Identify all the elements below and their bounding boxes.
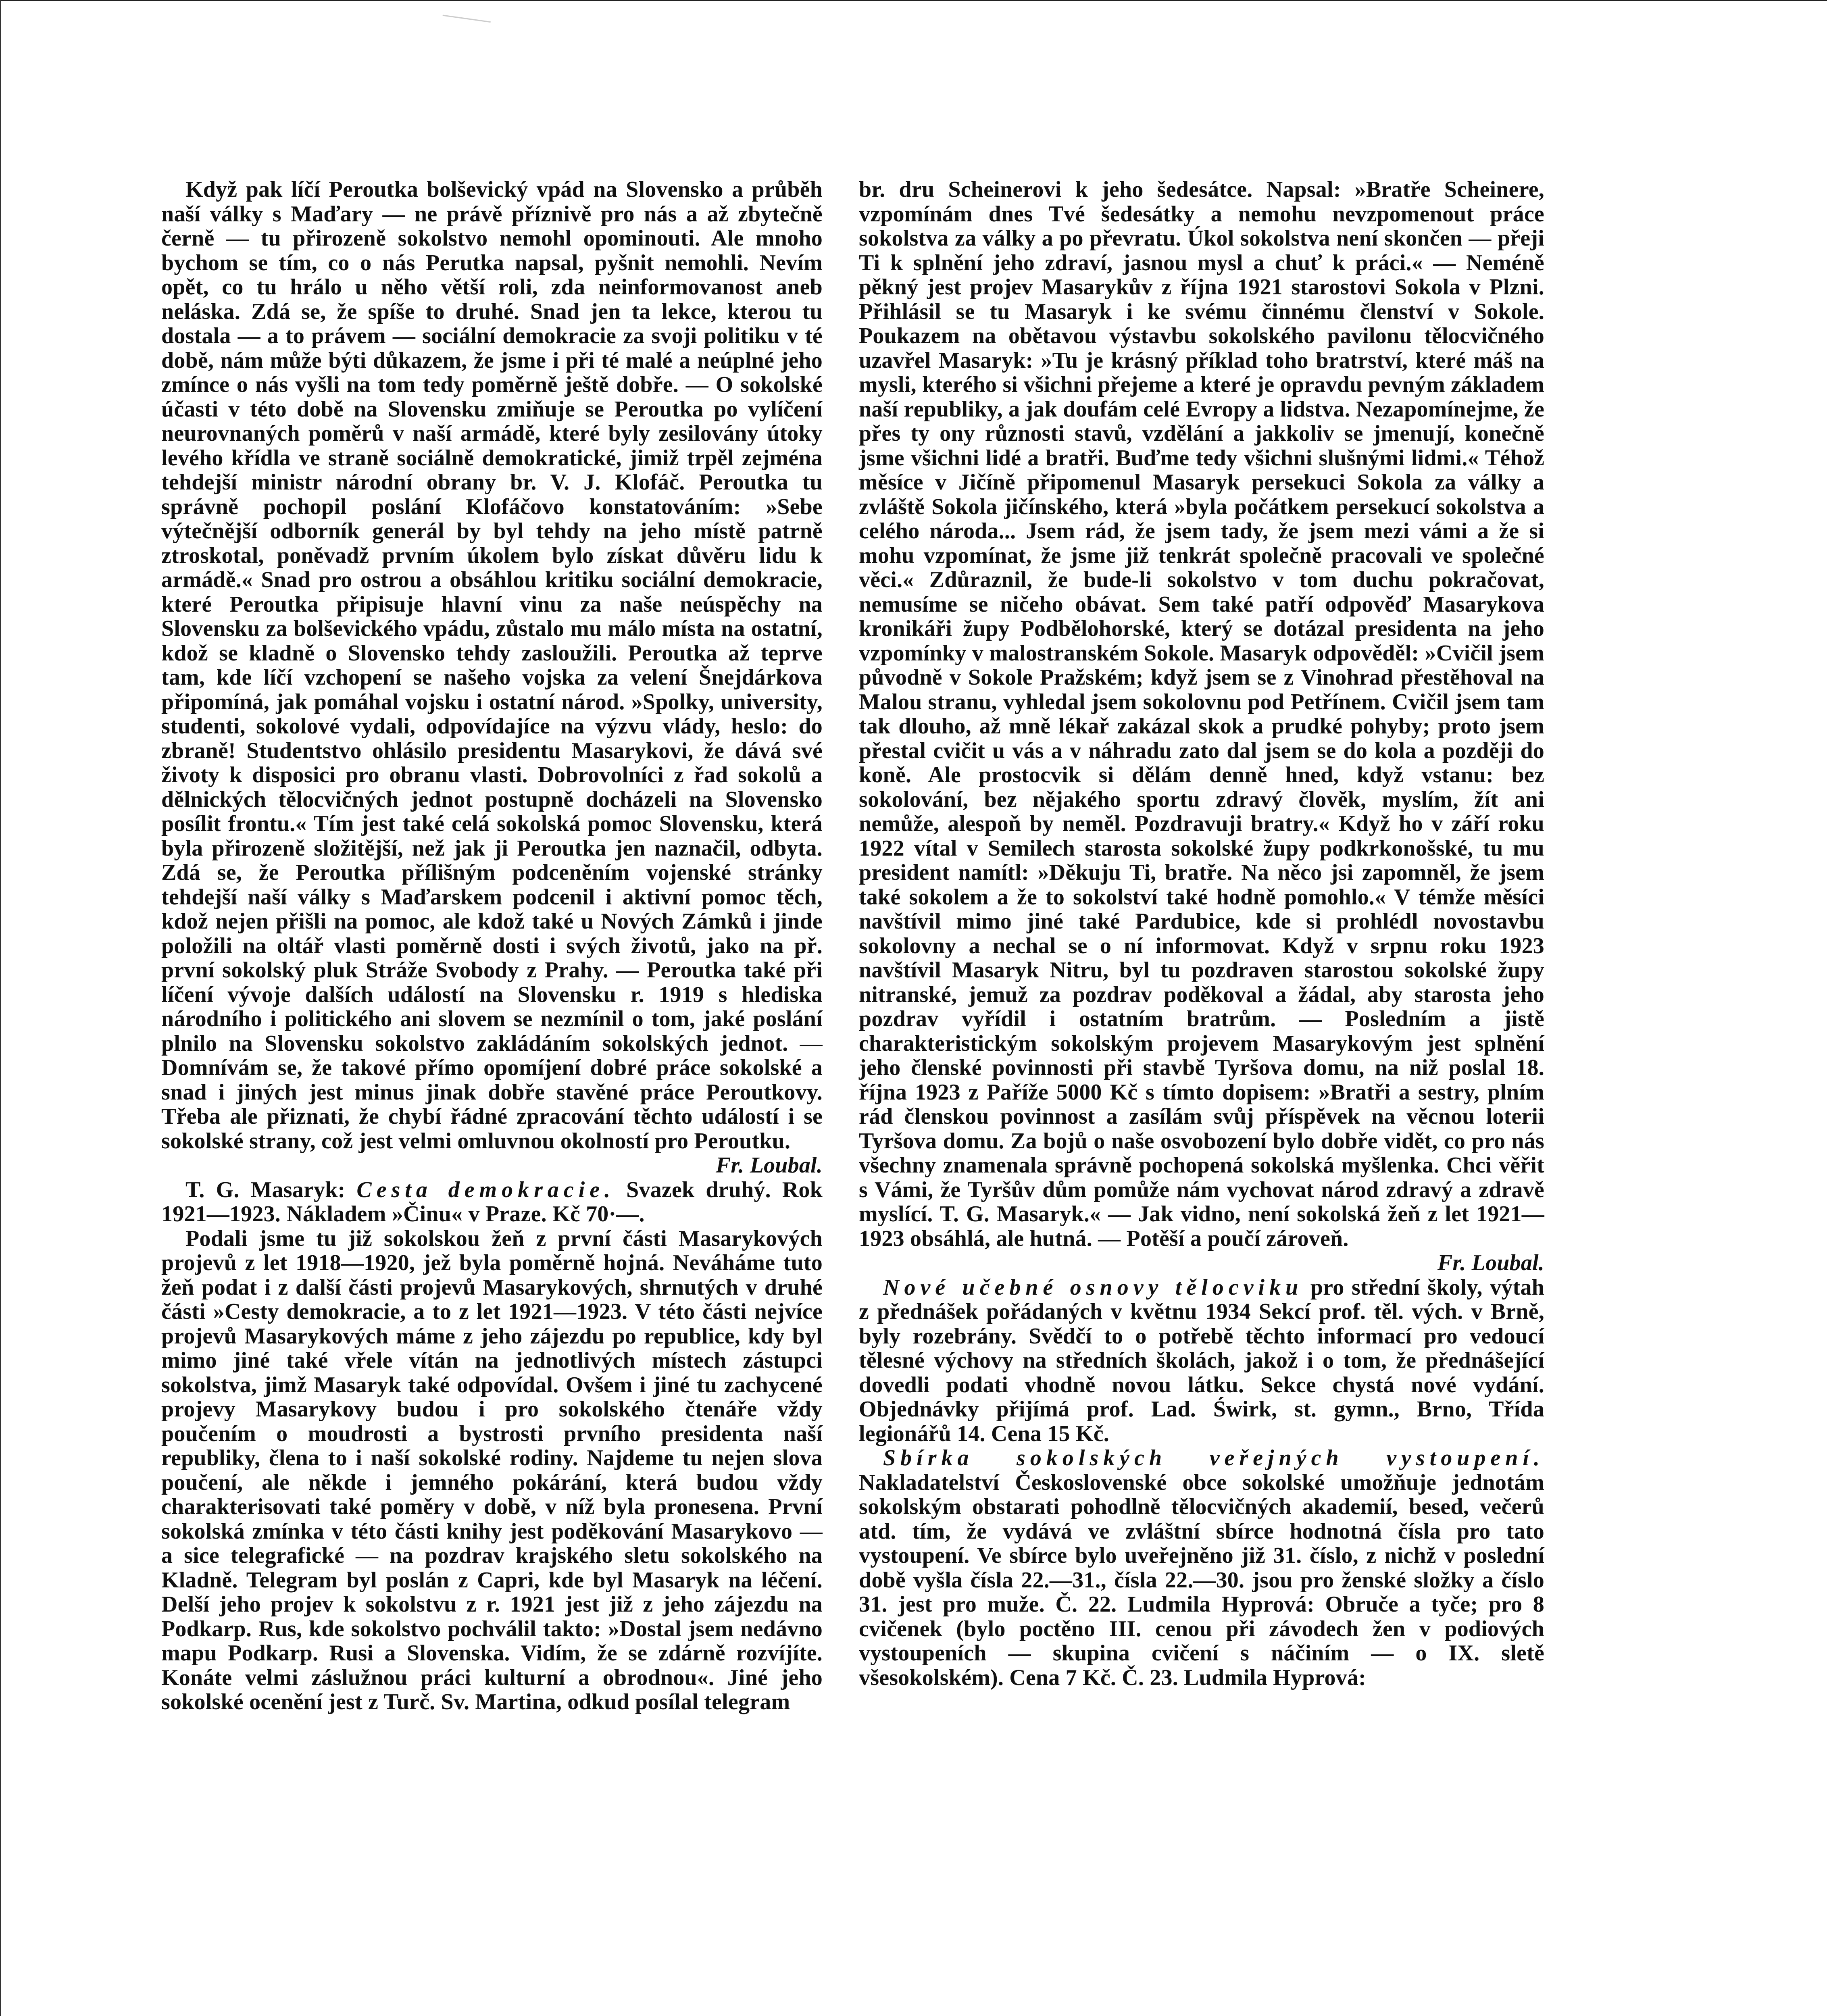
left-paragraph-peroutka: Když pak líčí Peroutka bolševický vpád na Slovensko a průběh naší války s Maďary — ne právě příznivě pro nás a až zbytečně černě — tu přirozeně sokolstvo nemohl opominouti. Ale mnoho bychom se tím, co o nás Perutka napsal, pyšnit nemohli. Nevím opět, co tu hrálo u něho větší roli, zda neinformovanost aneb neláska. Zdá se, že spíše to druhé. Snad jen ta lekce, kterou tu dostala — a to právem — sociální demokracie za svoji politiku v té době, nám může býti důkazem, že jsme i při té malé a neúplné jeho zmínce o nás vyšli na tom tedy poměrně ještě dobře. — O sokolské účasti v této době na Slovensku zmiňuje se Peroutka po vylíčení neurovnaných poměrů v naší armádě, které byly zesilovány útoky levého křídla ve straně sociálně demokratické, jimiž trpěl zejména tehdejší ministr národní obrany br. V. J. Klofáč. Peroutka tu správně pochopil poslání Klofáčovo konstatováním: »Sebe výtečnější odborník generál by byl tehdy na jeho místě patrně ztroskotal, poněvadž prvním úkolem bylo získat důvěru lidu k armádě.« Snad pro ostrou a obsáhlou kritiku sociální demokracie, které Peroutka připisuje hlavní vinu za naše neúspěchy na Slovensku za bolševického vpádu, zůstalo mu málo místa na ostatní, kdož se kladně o Slovensko tehdy zasloužili. Peroutka až teprve tam, kde líčí vzchopení se našeho vojska za velení Šnejdárkova připomíná, jak pomáhal vojsku i ostatní národ. »Spolky, university, studenti, sokolové vydali, odpovídajíce na výzvu vlády, heslo: do zbraně! Studentstvo ohlásilo presidentu Masarykovi, že dává své životy k disposici pro obranu vlasti. Dobrovolníci z řad sokolů a dělnických tělocvičných jednot postupně docházeli na Slovensko posílit frontu.« Tím jest také celá sokolská pomoc Slovensku, která byla přirozeně složitější, než jak ji Peroutka jen naznačil, odbyta. Zdá se, že Peroutka přílišným podceněním vojenské stránky tehdejší naší války s Maďarskem podcenil i aktivní pomoc těch, kdož nejen přišli na pomoc, ale kdož také u Nových Zámků i jinde položili na oltář vlasti poměrně dosti i svých životů, jako na př. první sokolský pluk Stráže Svobody z Prahy. — Peroutka také při líčení vývoje dalších událostí na Slovensku r. 1919 s hlediska národního i politického ani slovem se nezmínil o tom, jaké poslání plnilo na Slovensku sokolstvo zakládáním sokolských jednot. — Domnívám se, že takové přímo opomíjení dobré práce sokolské a snad i jiných jest minus jinak dobře stavěné práce Peroutkovy. Třeba ale přiznati, že chybí řádné zpracování těchto událostí i se sokolské strany, což jest velmi omluvnou okolností pro Peroutku. bbox=[161, 177, 823, 1154]
review-author: T. G. Masaryk: bbox=[185, 1177, 357, 1202]
review-heading bbox=[161, 1178, 823, 1227]
scan-edge-left bbox=[0, 0, 1, 2016]
review-book-title: Cesta demokracie. bbox=[356, 1177, 615, 1202]
left-signature: Fr. Loubal. bbox=[715, 1153, 823, 1178]
notice-sbirka bbox=[859, 1446, 1544, 1690]
scan-edge-top bbox=[0, 0, 1827, 1]
left-column bbox=[161, 177, 823, 1714]
notice-sbirka-title: Sbírka sokolských veřejných vystoupení. bbox=[883, 1445, 1544, 1470]
review-publication-info: Svazek druhý. Rok 1921—1923. Nákladem »Činu« v Praze. Kč 70·—. bbox=[161, 1177, 823, 1227]
notice-ucebne-osnovy-title: Nové učebné osnovy tělocviku bbox=[883, 1275, 1303, 1300]
notice-ucebne-osnovy bbox=[859, 1275, 1544, 1446]
left-paragraph-masaryk-projevy: Podali jsme tu již sokolskou žeň z první části Masarykových projevů z let 1918—1920, jež byla poměrně hojná. Neváháme tuto žeň podat i z další části projevů Masarykových, shrnutých v druhé části »Cesty demokracie, a to z let 1921—1923. V této části nejvíce projevů Masarykových máme z jeho zájezdu po republice, kdy byl mimo jiné také vřele vítán na jednotlivých místech zástupci sokolstva, jimž Masaryk také odpovídal. Ovšem i jiné tu zachycené projevy Masarykovy budou i pro sokolského čtenáře vždy poučením o moudrosti a bystrosti prvního presidenta naší republiky, člena to i naší sokolské rodiny. Najdeme tu nejen slova poučení, ale někde i jemného pokárání, která budou vždy charakterisovati také poměry v době, v níž byla pronesena. První sokolská zmínka v této části knihy jest poděkování Masarykovo — a sice telegrafické — na pozdrav krajského sletu sokolského na Kladně. Telegram byl poslán z Capri, kde byl Masaryk na léčení. Delší jeho projev k sokolstvu z r. 1921 jest již z jeho zájezdu na Podkarp. Rus, kde sokolstvo pochválil takto: »Dostal jsem nedávno mapu Podkarp. Rusi a Slovenska. Vidím, že se zdárně rozvíjíte. Konáte velmi záslužnou práci kulturní a obrodnou«. Jiné jeho sokolské ocenění jest z Turč. Sv. Martina, odkud posílal telegram bbox=[161, 1226, 823, 1714]
notice-sbirka-text: Nakladatelství Československé obce sokolské umožňuje jednotám sokolským obstarati pohodlně tělocvičných akademií, besed, večerů atd. tím, že vydává ve zvláštní sbírce hodnotná čísla pro tato vystoupení. Ve sbírce bylo uveřejněno již 31. číslo, z nichž v poslední době vyšla čísla 22.—31., čísla 22.—30. jsou pro ženské složky a číslo 31. jest pro muže. Č. 22. Ludmila Hyprová: Obruče a tyče; pro 8 cvičenek (bylo poctěno III. cenou při závodech žen v podiových vystoupeních — skupina cvičení s náčiním — o IX. sletě všesokolském). Cena 7 Kč. Č. 23. Ludmila Hyprová: bbox=[859, 1470, 1544, 1690]
notice-ucebne-osnovy-text: pro střední školy, výtah z přednášek pořádaných v květnu 1934 Sekcí prof. těl. vých. v Brně, byly rozebrány. Svědčí to o potřebě těchto informací pro vedoucí tělesné výchovy na středních školách, jakož i o tom, že přednášející dovedli podati vhodně novou látku. Sekce chystá nové vydání. Objednávky přijímá prof. Lad. Świrk, st. gymn., Brno, Třída legionářů 14. Cena 15 Kč. bbox=[859, 1275, 1545, 1446]
right-paragraph-continuation: br. dru Scheinerovi k jeho šedesátce. Napsal: »Bratře Scheinere, vzpomínám dnes Tvé šedesátky a nemohu nevzpomenout práce sokolstva za války a po převratu. Úkol sokolstva není skončen — přeji Ti k splnění jeho zdraví, jasnou mysl a chuť k práci.« — Neméně pěkný jest projev Masarykův z října 1921 starostovi Sokola v Plzni. Přihlásil se tu Masaryk i ke svému činnému členství v Sokole. Poukazem na obětavou výstavbu sokolského pavilonu tělocvičného uzavřel Masaryk: »Tu je krásný příklad toho bratrství, které máš na mysli, kterého si všichni přejeme a které je opravdu pevným základem naší republiky, a jak doufám celé Evropy a lidstva. Nezapomínejme, že přes ty ony různosti stavů, vzdělání a jakkoliv se jmenují, konečně jsme všichni lidé a bratři. Buďme tedy všichni slušnými lidmi.« Téhož měsíce v Jičíně připomenul Masaryk persekuci Sokola za války a zvláště Sokola jičínského, která »byla počátkem persekucí sokolstva a celého národa... Jsem rád, že jsem tady, že jsem mezi vámi a že si mohu vzpomínat, že jsme již tenkrát společně pracovali ve společné věci.« Zdůraznil, že bude-li sokolstvo v tom duchu pokračovat, nemusíme se ničeho obávat. Sem také patří odpověď Masarykova kronikáři župy Podbělohorské, který se dotázal presidenta na jeho vzpomínky v malostranském Sokole. Masaryk odpověděl: »Cvičil jsem původně v Sokole Pražském; když jsem se z Vinohrad přestěhoval na Malou stranu, vyhledal jsem sokolovnu pod Petřínem. Cvičil jsem tam tak dlouho, až mně lékař zakázal skok a prudké pohyby; proto jsem přestal cvičit u vás a v náhradu zato dal jsem se do kola a později do koně. Ale prostocvik si dělám denně hned, když vstanu: bez sokolování, bez nějakého sportu zdravý člověk, myslím, žít ani nemůže, alespoň by neměl. Pozdravuji bratry.« Když ho v září roku 1922 vítal v Semilech starosta sokolské župy podkrkonošské, tu mu president namítl: »Děkuju Ti, bratře. Na něco jsi zapomněl, že jsem také sokolem a že to sokolství také hodně pomohlo.« V témže měsíci navštívil mimo jiné také Pardubice, kde si prohlédl novostavbu sokolovny a nechal se o ní informovat. Když v srpnu roku 1923 navštívil Masaryk Nitru, byl tu pozdraven starostou sokolské župy nitranské, jemuž za pozdrav poděkoval a žádal, aby starosta jeho pozdrav vyřídil i ostatním bratrům. — Posledním a jistě charakteristickým sokolským projevem Masarykovým jest splnění jeho členské povinnosti při stavbě Tyršova domu, na niž poslal 18. října 1923 z Paříže 5000 Kč s tímto dopisem: »Bratři a sestry, plním rád členskou povinnost a zasílám svůj příspěvek na věcnou loterii Tyršova domu. Za bojů o naše osvobození bylo dobře vidět, co pro nás všechny znamenala správně pochopená sokolská myšlenka. Chci věřit s Vámi, že Tyršův dům pomůže nám vychovat národ zdravý a zdravě myslící. T. G. Masaryk.« — Jak vidno, není sokolská žeň z let 1921—1923 obsáhlá, ale hutná. — Potěší a poučí zároveň. bbox=[859, 177, 1544, 1251]
scan-pencil-mark bbox=[443, 0, 493, 23]
right-column bbox=[859, 177, 1544, 1690]
right-signature: Fr. Loubal. bbox=[1437, 1250, 1544, 1275]
